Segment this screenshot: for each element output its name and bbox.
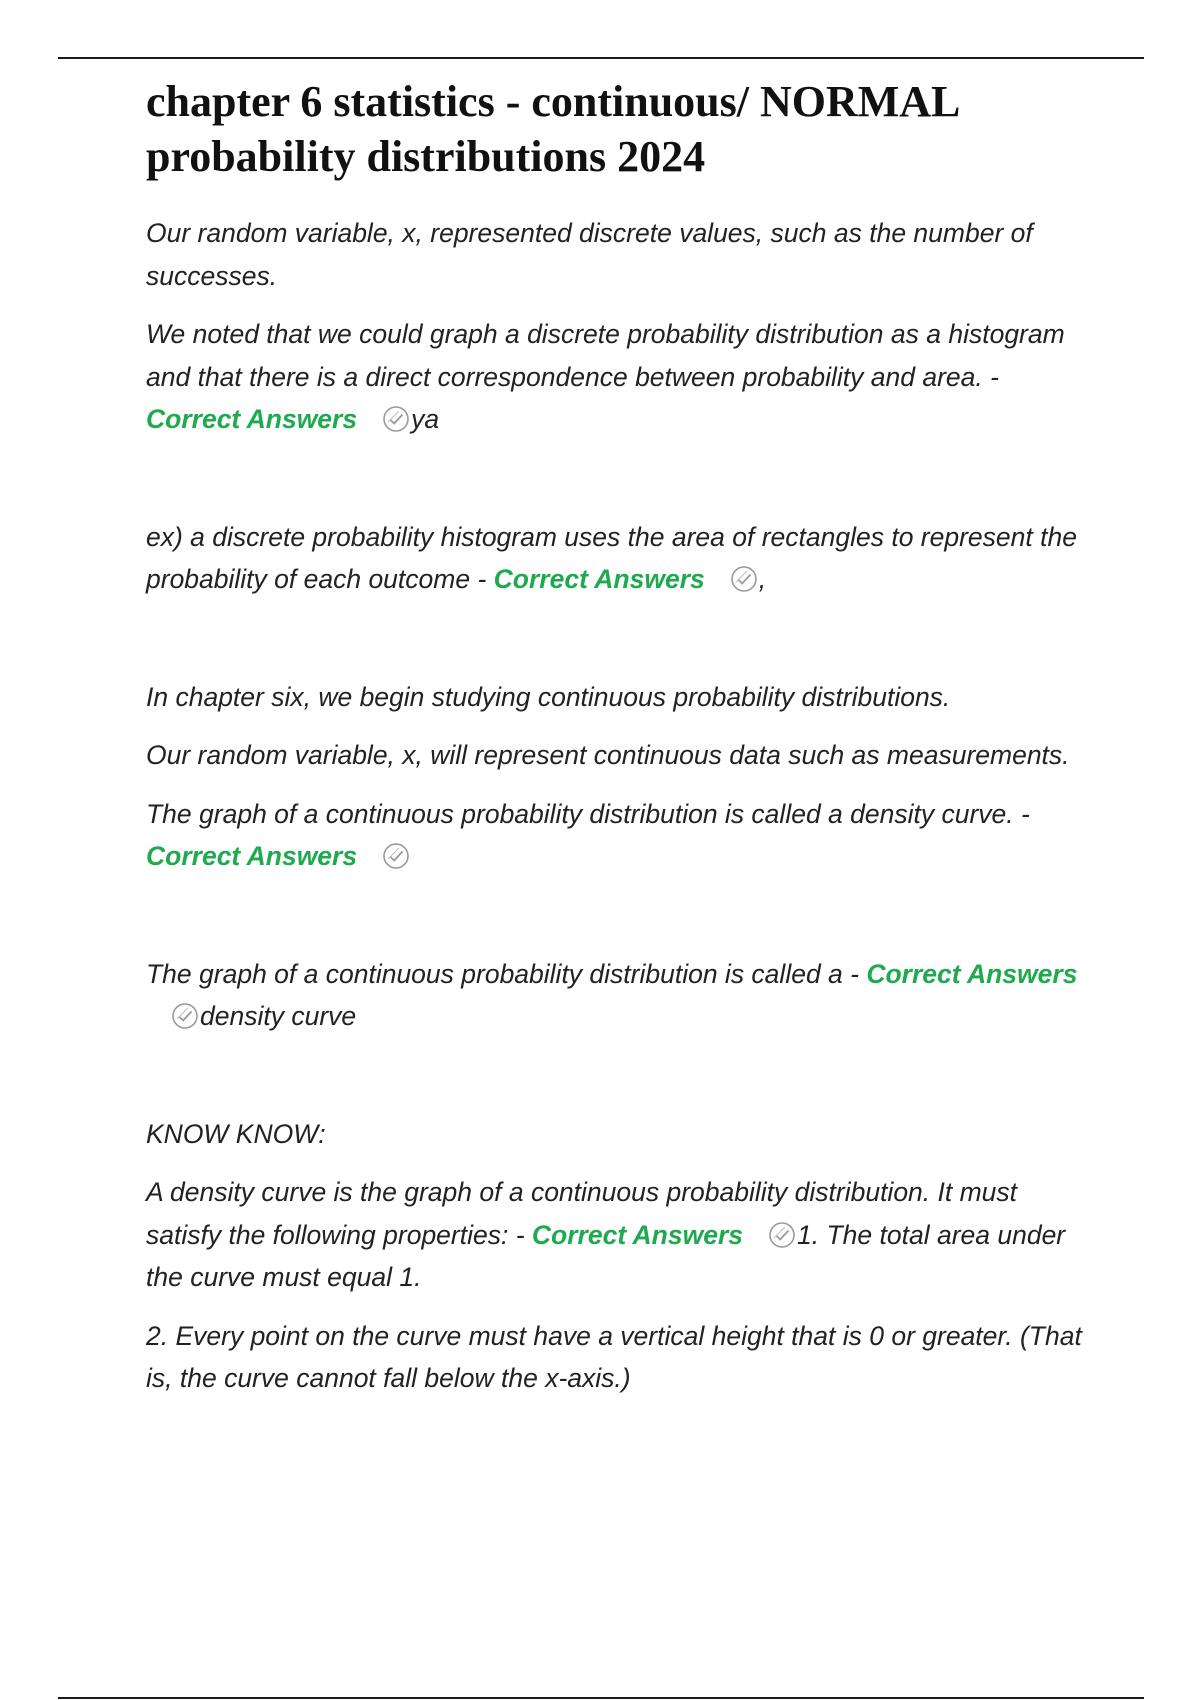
paragraph-2 — [146, 313, 1096, 441]
paragraph-3 — [146, 516, 1096, 601]
paragraph-8 — [146, 1113, 1096, 1156]
paragraph-text: Our random variable, x, represented discrete values, such as the number of successes. — [146, 218, 1033, 291]
paragraph-text: We noted that we could graph a discrete probability distribution as a histogram and that there is a direct correspondence between probability and area. - — [146, 319, 1065, 392]
paragraph-text: The graph of a continuous probability distribution is called a - — [146, 958, 859, 989]
correct-answers-label: Correct Answers — [493, 564, 705, 594]
paragraph-text: ex) a discrete probability histogram uses the area of rectangles to represent the probability of each outcome - — [146, 521, 1077, 594]
check-badge-icon — [729, 564, 759, 594]
paragraph-10 — [146, 1315, 1096, 1400]
paragraph-6 — [146, 793, 1096, 878]
correct-answers-label: Correct Answers — [146, 841, 358, 871]
answer-text: , — [758, 564, 767, 594]
check-badge-icon — [170, 1001, 200, 1031]
paragraph-9 — [146, 1171, 1096, 1299]
check-badge-icon — [381, 404, 411, 434]
paragraph-text: KNOW KNOW: — [146, 1118, 326, 1149]
answer-text: 1. The total area under the curve must equal 1. — [146, 1219, 1066, 1292]
document-body — [146, 74, 1096, 1416]
answer-text: density curve — [200, 1001, 357, 1031]
paragraph-text: A density curve is the graph of a continuous probability distribution. It must satisfy the following properties: - — [146, 1177, 1018, 1250]
correct-answers-label: Correct Answers — [146, 404, 358, 434]
paragraph-4 — [146, 676, 1096, 719]
paragraph-text: 2. Every point on the curve must have a vertical height that is 0 or greater. (That is, the curve cannot fall below the x-axis.) — [146, 1320, 1082, 1393]
check-badge-icon — [381, 841, 411, 871]
paragraph-text: The graph of a continuous probability distribution is called a density curve. - — [146, 798, 1030, 829]
paragraph-5 — [146, 734, 1096, 777]
top-rule — [58, 57, 1144, 59]
correct-answers-label: Correct Answers — [866, 958, 1078, 989]
check-badge-icon — [767, 1220, 797, 1250]
paragraph-text: In chapter six, we begin studying continuous probability distributions. — [146, 681, 951, 712]
paragraph-7 — [146, 953, 1096, 1038]
paragraph-1 — [146, 212, 1096, 297]
paragraph-text: Our random variable, x, will represent continuous data such as measurements. — [146, 740, 1070, 770]
correct-answers-label: Correct Answers — [531, 1219, 744, 1250]
answer-text: ya — [411, 404, 440, 434]
bottom-rule — [58, 1697, 1144, 1699]
page-title: chapter 6 statistics - continuous/ NORMAL probability distributions 2024 — [146, 77, 958, 181]
